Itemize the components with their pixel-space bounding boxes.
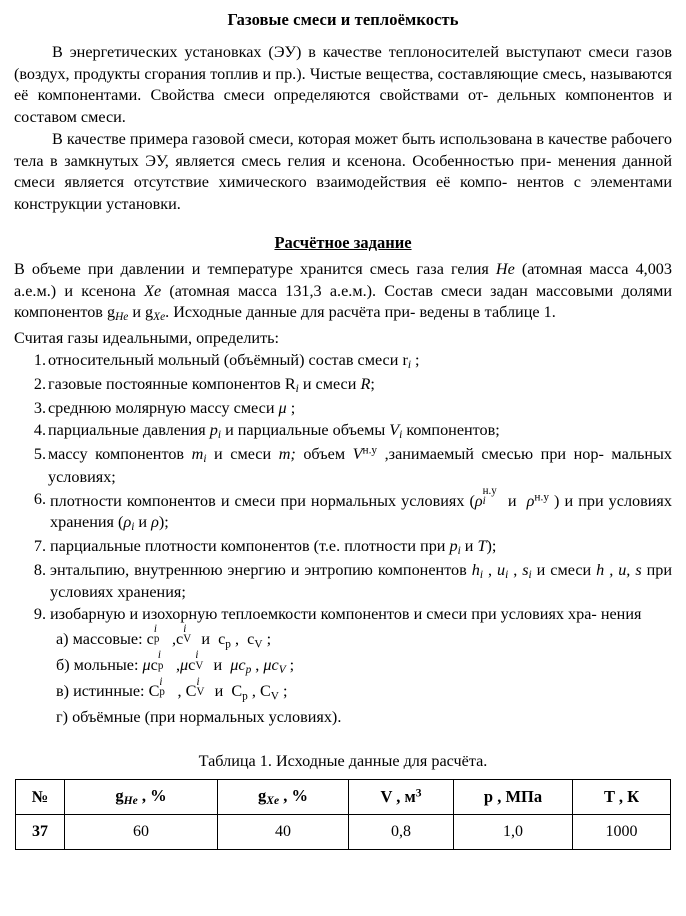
cell-g-he: 60 [65,814,218,849]
table-header-temperature: T , К [573,779,671,814]
list-item-number: 6. [33,490,46,509]
list-item-number: 3. [33,399,46,418]
table-header-row [16,779,671,814]
subscript-he: He [115,311,129,324]
list-item-text: среднюю молярную массу смеси μ ; [48,399,296,418]
symbol-xe: Xe [144,281,162,300]
cell-number: 37 [16,814,65,849]
list-item-text: газовые постоянные компонентов $R_i$ и смеси R; [48,375,375,396]
list-item-text: энтальпию, внутреннюю энергию и энтропию компонентов $h_i$ , $u_i$ , $s_i$ и смеси h , u, s при условиях хранения; [50,560,673,602]
section-title: Расчётное задание [274,233,412,253]
table-header-volume: V , $м^3$ [349,779,454,814]
list-item-text: массу компонентов $m_i$ и смеси m; объем $V^{н.у}$ ,занимаемый смесью при нор- мальных условиях; [48,445,672,487]
cell-temperature: 1000 [573,814,671,849]
cell-pressure: 1,0 [454,814,573,849]
task-intro-part-4: и g [128,303,154,322]
list-item [14,484,672,534]
table-header-g-he: $g_{He}$ , % [65,779,218,814]
task-intro-part-1: В объеме при давлении и температуре хранится смесь газа гелия [14,260,496,279]
task-intro [14,259,672,325]
list-item-number: 2. [33,375,46,394]
list-item [14,398,672,419]
list-intro: Считая газы идеальными, определить: [14,328,280,347]
list-item-number: 8. [33,560,46,579]
input-data-table [15,779,671,850]
task-intro-part-3: (атомная масса 131,3 а.е.м.). Состав смеси задан массовыми долями компонентов g [14,281,672,322]
list-item [14,444,672,488]
list-item-number: 5. [33,445,46,464]
list-item [14,560,672,604]
table-row [16,814,671,849]
list-item [14,604,672,625]
list-item-number: 9. [33,605,46,624]
table-header-g-xe: $g_{Xe}$ , % [218,779,349,814]
list-item-text: парциальные давления $p_i$ и парциальные объемы $V_i$ компонентов; [48,421,500,442]
subitem-label: б) мольные: [56,656,139,675]
table-caption: Таблица 1. Исходные данные для расчёта. [198,751,488,770]
cell-volume: 0,8 [349,814,454,849]
subitem-istinnye: в) истинные: C i р , C i V и $C_р$ , $C_V$ ; [56,675,288,703]
task-intro-part-5: . Исходные данные для расчёта при- ведены в таблице 1. [165,303,556,322]
list-item-number: 4. [33,421,46,440]
subscript-xe: Xe [153,311,166,324]
task-list [14,350,672,625]
task-intro-part-2: (атомная масса 4,003 а.е.м.) и ксенона [14,260,672,300]
subitem-label: в) истинные: [56,682,145,701]
subitem-obemnye: г) объёмные (при нормальных условиях). [56,707,342,726]
list-item-number: 7. [33,536,46,555]
symbol-he: He [495,260,515,279]
subitem-label: а) массовые: [56,629,143,648]
table-header-number: № [16,779,65,814]
list-item-text: изобарную и изохорную теплоемкости компонентов и смеси при условиях хра- нения [50,605,642,624]
table-header-pressure: p , МПа [454,779,573,814]
list-item-text: плотности компонентов и смеси при нормальных условиях (ρ н.у i и $\rho^{н.у}$ ) и при условиях хранения ($\rho_i$ и ρ); [50,484,672,533]
list-item-number: 1. [33,351,46,370]
list-item [14,420,672,443]
list-item-text: парциальные плотности компонентов (т.е. плотности при $p_i$ и T); [50,536,497,557]
list-item [14,374,672,397]
cell-g-xe: 40 [218,814,349,849]
subitem-molnye: б) мольные: μc i р ,μc i V и $\mu c_p$ , $\mu c_V$ ; [56,649,295,677]
page-title: Газовые смеси и теплоёмкость [227,10,459,29]
list-item [14,536,672,559]
subitem-massovye: а) массовые: c i р ,c i V и $c_р$ , $c_V$ ; [56,623,272,650]
list-item-text: относительный мольный (объёмный) состав смеси $r_i$ ; [48,351,420,372]
paragraph-2: В качестве примера газовой смеси, которая может быть использована в качестве рабочего тела в замкнутых ЭУ, является смесь гелия и ксенона. Особенностью при- менения данной смеси является отсутствие химического взаимодействия её компо- нентов с элементами конструкции установки. [14,130,672,213]
list-item [14,350,672,373]
paragraph-1: В энергетических установках (ЭУ) в качестве теплоносителей выступают смеси газов (воздух, продукты сгорания топлив и пр.). Чистые вещества, составляющие смесь, называются её компонентами. Свойства смеси определяются свойствами от- дельных компонентов и составом смеси. [14,43,672,126]
